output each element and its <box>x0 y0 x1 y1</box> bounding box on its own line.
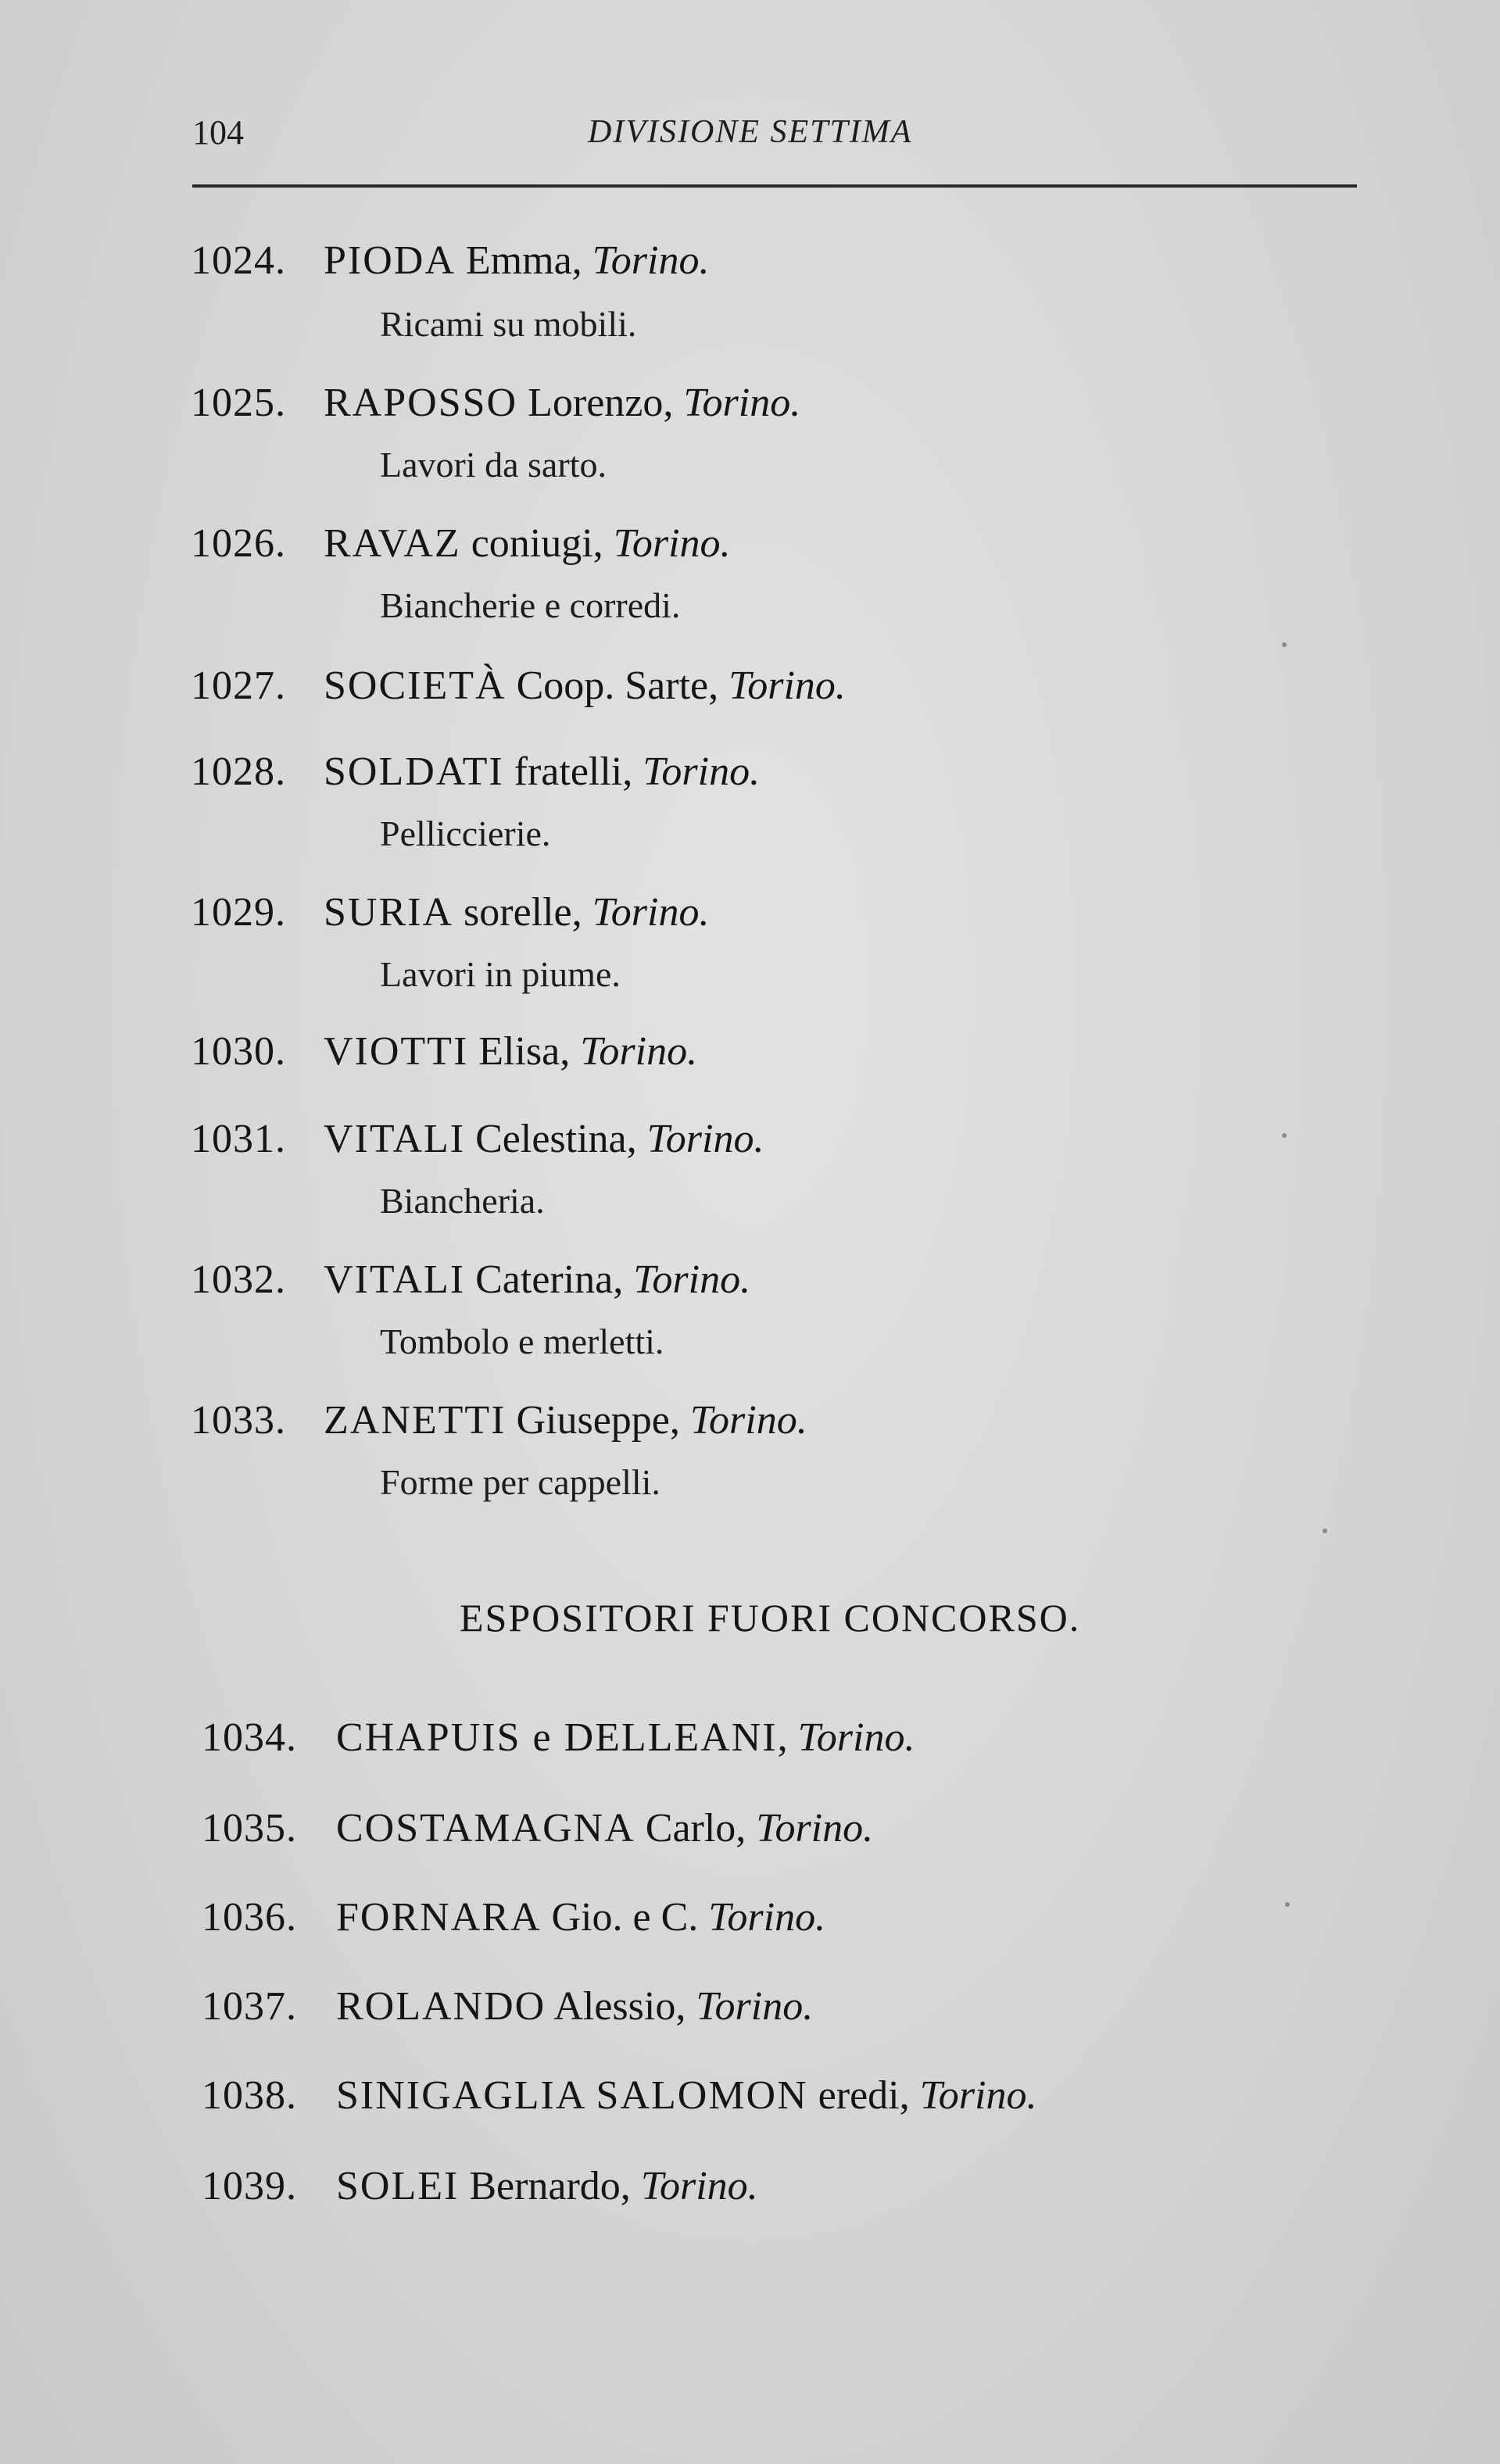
running-title: DIVISIONE SETTIMA <box>588 114 913 150</box>
entry-name <box>324 663 846 708</box>
entry-city: Torino. <box>580 1029 698 1074</box>
entry-name <box>324 1257 751 1302</box>
entry-city: Torino. <box>643 749 761 794</box>
entry-surname: VITALI <box>324 1117 466 1161</box>
entry-number: 1030. <box>191 1029 286 1074</box>
entry-surname: PIODA <box>324 238 456 283</box>
entry-rest: Coop. Sarte, <box>506 663 729 708</box>
entry-name <box>324 1029 698 1074</box>
paper-speck <box>1285 1902 1290 1907</box>
entry-number: 1031. <box>191 1117 286 1161</box>
entry-name <box>336 1715 915 1760</box>
entry-name <box>324 892 709 933</box>
entry-rest: Gio. e C. <box>541 1895 709 1940</box>
entry-description: Biancheria. <box>380 1181 545 1221</box>
entry-surname: FORNARA <box>336 1895 542 1940</box>
entry-surname: ZANETTI <box>324 1398 507 1443</box>
entry-rest: , <box>777 1715 798 1760</box>
entry-description: Forme per cappelli. <box>380 1462 661 1502</box>
entry-city: Torino. <box>613 521 731 566</box>
entry-surname: ROLANDO <box>336 1984 546 2029</box>
entry-rest: Elisa, <box>468 1029 581 1074</box>
entry-city: Torino. <box>646 1117 764 1161</box>
entry-surname: RAPOSSO <box>324 381 518 425</box>
entry-surname: SOLDATI <box>324 749 504 794</box>
entry-surname: RAVAZ <box>324 521 461 566</box>
entry-number: 1035. <box>202 1806 297 1851</box>
entry-city: Torino. <box>633 1257 751 1302</box>
entry-city: Torino. <box>729 663 846 708</box>
page-number: 104 <box>192 113 244 152</box>
entry-name <box>336 2166 758 2207</box>
entry-number: 1033. <box>191 1398 286 1443</box>
entry-rest: eredi, <box>807 2073 920 2118</box>
entry-number: 1034. <box>202 1715 297 1760</box>
entry-rest: Celestina, <box>465 1117 647 1161</box>
entry-surname: SOCIETÀ <box>324 663 507 708</box>
entry-rest: Caterina, <box>465 1257 634 1302</box>
entry-name <box>336 1984 814 2029</box>
entry-city: Torino. <box>919 2073 1037 2118</box>
entry-city: Torino. <box>592 238 710 283</box>
entry-name <box>324 383 800 424</box>
entry-rest: Emma, <box>455 238 592 283</box>
entry-number: 1028. <box>191 749 286 794</box>
entry-rest: Bernardo, <box>459 2164 641 2208</box>
entry-number: 1025. <box>191 381 286 425</box>
entry-surname: VITALI <box>324 1257 466 1302</box>
entry-description: Ricami su mobili. <box>380 304 637 344</box>
entry-number: 1038. <box>202 2073 297 2118</box>
entry-description: Lavori da sarto. <box>380 445 607 485</box>
entry-city: Torino. <box>708 1895 826 1940</box>
entry-city: Torino. <box>689 1398 807 1443</box>
paper-speck <box>1323 1529 1327 1533</box>
entry-description: Pelliccierie. <box>380 814 551 853</box>
entry-city: Torino. <box>683 381 801 425</box>
entry-surname: SURIA <box>324 890 454 935</box>
entry-description: Biancherie e corredi. <box>380 585 681 625</box>
entry-city: Torino. <box>756 1806 874 1851</box>
entry-city: Torino. <box>797 1715 915 1760</box>
entry-name <box>324 749 761 794</box>
paper-speck <box>1282 1133 1287 1138</box>
entry-number: 1027. <box>191 663 286 708</box>
header-rule <box>192 184 1357 188</box>
entry-name <box>336 1897 825 1938</box>
entry-surname: CHAPUIS e DELLEANI <box>336 1715 778 1760</box>
entry-number: 1026. <box>191 521 286 566</box>
entry-rest: Carlo, <box>635 1806 757 1851</box>
entry-number: 1037. <box>202 1984 297 2029</box>
entry-rest: sorelle, <box>453 890 592 935</box>
entry-rest: Alessio, <box>546 1984 696 2029</box>
entry-surname: COSTAMAGNA <box>336 1806 635 1851</box>
entry-description: Tombolo e merletti. <box>380 1321 664 1361</box>
entry-rest: Giuseppe, <box>506 1398 690 1443</box>
paper-speck <box>1282 642 1287 647</box>
entry-surname: SOLEI <box>336 2164 460 2208</box>
entry-name <box>336 1808 873 1849</box>
entry-surname: SINIGAGLIA SALOMON <box>336 2073 808 2118</box>
page-header <box>0 0 1500 188</box>
entry-number: 1039. <box>202 2164 297 2208</box>
section-heading: ESPOSITORI FUORI CONCORSO. <box>460 1596 1081 1640</box>
entry-name <box>324 521 731 566</box>
entry-city: Torino. <box>592 890 710 935</box>
entry-city: Torino. <box>640 2164 758 2208</box>
entry-name <box>324 1119 764 1160</box>
entry-name <box>336 2073 1037 2118</box>
entry-rest: fratelli, <box>503 749 643 794</box>
entry-name <box>324 238 710 283</box>
entry-number: 1029. <box>191 890 286 935</box>
entry-number: 1024. <box>191 238 286 283</box>
entry-number: 1036. <box>202 1895 297 1940</box>
entry-rest: Lorenzo, <box>517 381 684 425</box>
entry-city: Torino. <box>696 1984 814 2029</box>
entry-surname: VIOTTI <box>324 1029 469 1074</box>
entry-number: 1032. <box>191 1257 286 1302</box>
entry-rest: coniugi, <box>460 521 614 566</box>
entry-name <box>324 1400 807 1441</box>
entry-description: Lavori in piume. <box>380 954 621 994</box>
